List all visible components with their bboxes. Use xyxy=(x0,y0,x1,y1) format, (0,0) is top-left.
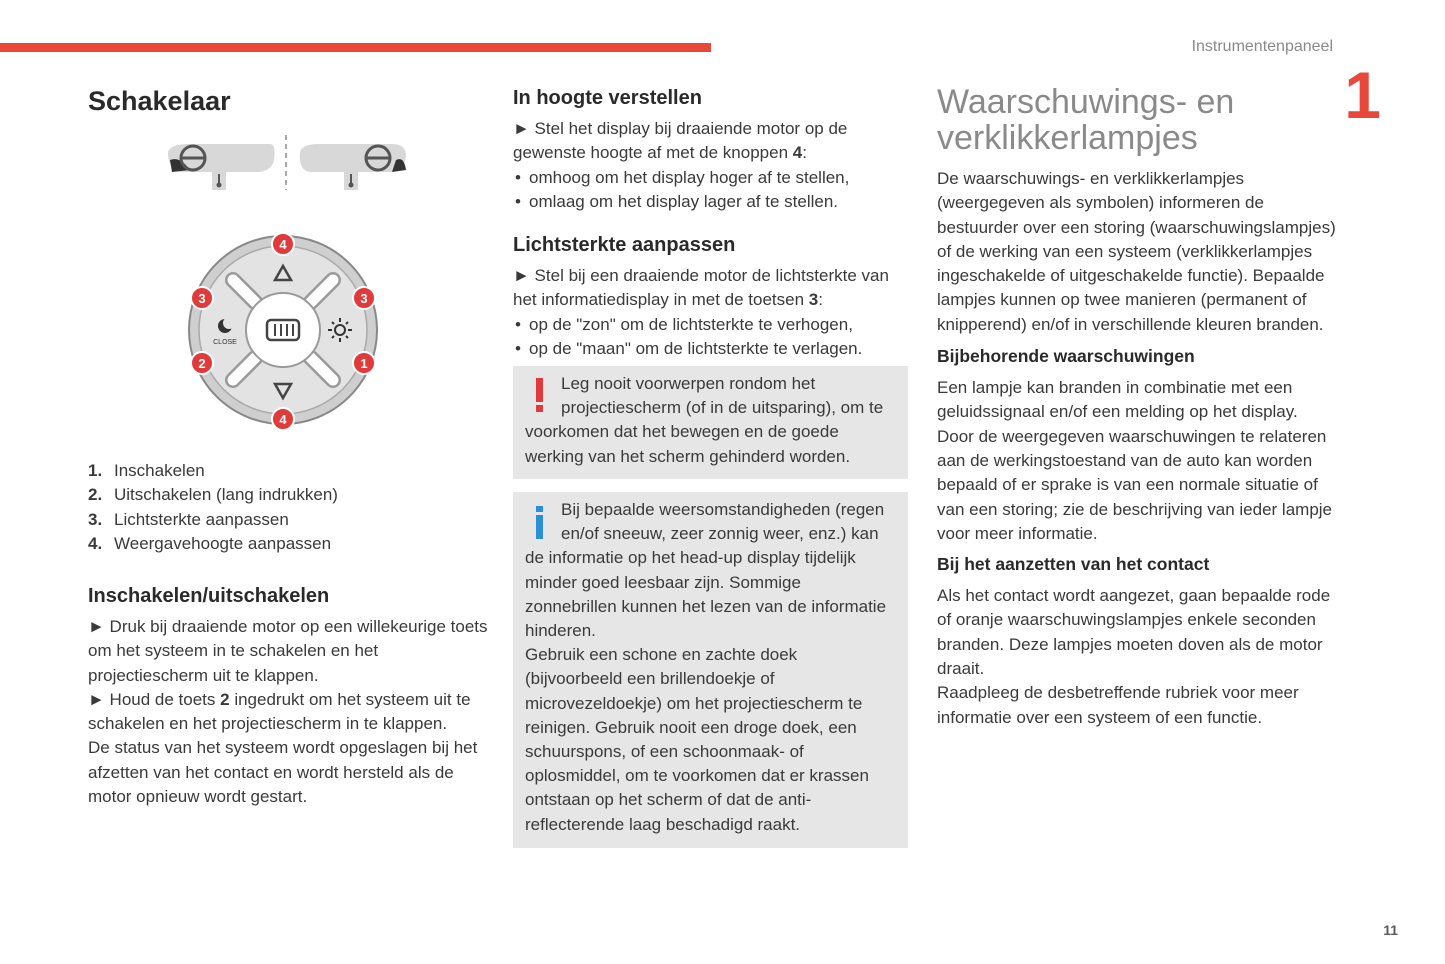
legend-item: 1. Inschakelen xyxy=(88,461,205,480)
legend-item: 2. Uitschakelen (lang indrukken) xyxy=(88,485,338,505)
warning-text: Leg nooit voorwerpen rondom het projectiescherm (of in de uitsparing), om te voorkomen dat het bewegen en de goede werking van het scherm gehinderd worden. xyxy=(525,374,884,466)
on-off-para-2: ► Houd de toets 2 ingedrukt om het systeem uit te schakelen en het projectiescherm in te klappen. xyxy=(88,689,471,734)
section-title: Instrumentenpaneel xyxy=(1191,38,1333,55)
column-3 xyxy=(937,84,1337,730)
callout-2 xyxy=(191,352,213,374)
close-label: CLOSE xyxy=(213,339,237,346)
warning-lamps-title: Waarschuwings- en verklikkerlampjes xyxy=(937,83,1235,157)
hud-retracted-icon xyxy=(168,144,275,190)
chapter-number: 1 xyxy=(1344,58,1381,132)
page-number: 11 xyxy=(1383,922,1398,938)
callout-1 xyxy=(353,352,375,374)
list-item: • omlaag om het display lager af te stellen. xyxy=(513,190,908,214)
on-off-heading: Inschakelen/uitschakelen xyxy=(88,585,330,607)
on-off-para-3: De status van het systeem wordt opgeslagen bij het afzetten van het contact en wordt hersteld als de motor opnieuw wordt gestart. xyxy=(88,738,478,807)
info-text-2: Gebruik een schone en zachte doek (bijvoorbeeld een brillendoekje of microvezeldoekje) om het projectiescherm te reinigen. Gebruik nooit een droge doek, een schuurspons, of een schoonmaak- of oplosmiddel, om te voorkomen dat er krassen ontstaan op het scherm of dat de anti-reflecterende laag beschadigd raakt. xyxy=(525,645,869,834)
warning-box xyxy=(513,366,908,479)
reference-para: Raadpleeg de desbetreffende rubriek voor meer informatie over een systeem of een functie. xyxy=(937,683,1299,727)
height-heading: In hoogte verstellen xyxy=(513,87,702,109)
list-item: • op de "zon" om de lichtsterkte te verhogen, xyxy=(513,313,908,337)
info-box xyxy=(513,492,908,848)
column-2 xyxy=(513,87,908,361)
svg-text:3: 3 xyxy=(198,291,206,306)
ignition-heading: Bij het aanzetten van het contact xyxy=(937,554,1210,575)
related-warnings-heading: Bijbehorende waarschuwingen xyxy=(937,346,1195,367)
legend-list xyxy=(88,459,488,556)
control-dial-diagram xyxy=(183,230,383,430)
callout-3-left xyxy=(191,287,213,309)
intro-para: De waarschuwings- en verklikkerlampjes (weergegeven als symbolen) informeren de bestuurder over een storing (waarschuwingslampjes) of de werking van een systeem (verklikkerlampjes ingeschakelde of uitgeschakelde functie). Bepaalde lampjes kunnen op twee manieren (permanent of knipperend) en/of in verschillende kleuren branden. xyxy=(937,169,1336,334)
on-off-para-1: ► Druk bij draaiende motor op een willekeurige toets om het systeem in te schakelen en het projectiescherm uit te klappen. xyxy=(88,617,488,685)
hud-extended-icon xyxy=(300,144,406,190)
brightness-heading: Lichtsterkte aanpassen xyxy=(513,234,736,257)
legend-item: 3. Lichtsterkte aanpassen xyxy=(88,509,289,529)
height-para: ► Stel het display bij draaiende motor op de gewenste hoogte af met de knoppen 4: xyxy=(513,119,848,163)
brightness-para: ► Stel bij een draaiende motor de lichtsterkte van het informatiedisplay in met de toetsen 3: xyxy=(513,266,889,310)
info-icon xyxy=(525,498,561,542)
list-item: • omhoog om het display hoger af te stellen, xyxy=(513,166,908,190)
info-text-1: Bij bepaalde weersomstandigheden (regen en/of sneeuw, zeer zonnig weer, enz.) kan de informatie op het head-up display tijdelijk minder goed leesbaar zijn. Sommige zonnebrillen kunnen het lezen van de informatie hinderen. xyxy=(525,500,887,641)
accent-bar xyxy=(0,43,711,52)
ignition-para: Als het contact wordt aangezet, gaan bepaalde rode of oranje waarschuwingslampjes enkele seconden branden. Deze lampjes moeten doven als de motor draait. xyxy=(937,586,1331,679)
warning-icon xyxy=(525,372,561,416)
hud-position-illustration xyxy=(160,130,410,195)
svg-text:4: 4 xyxy=(279,412,287,427)
legend-item: 4. Weergavehoogte aanpassen xyxy=(88,533,332,553)
svg-text:4: 4 xyxy=(279,237,287,252)
callout-3-right xyxy=(353,287,375,309)
page-title: Schakelaar xyxy=(88,86,231,116)
legend-block xyxy=(88,459,488,556)
related-warnings-para: Een lampje kan branden in combinatie met een geluidssignaal en/of een melding op het display. Door de weergegeven waarschuwingen te relateren aan de werkingstoestand van de auto kan worden bepaald of er sprake is van een normale situatie of van een storing; zie de beschrijving van ieder lampje voor meer informatie. xyxy=(937,378,1333,543)
list-item: • op de "maan" om de lichtsterkte te verlagen. xyxy=(513,337,908,361)
callout-4-bottom xyxy=(272,408,294,430)
column-1 xyxy=(88,86,488,117)
svg-text:2: 2 xyxy=(198,356,206,371)
svg-text:3: 3 xyxy=(360,291,368,306)
callout-4-top xyxy=(272,233,294,255)
on-off-section xyxy=(88,585,488,809)
svg-text:1: 1 xyxy=(360,356,368,371)
